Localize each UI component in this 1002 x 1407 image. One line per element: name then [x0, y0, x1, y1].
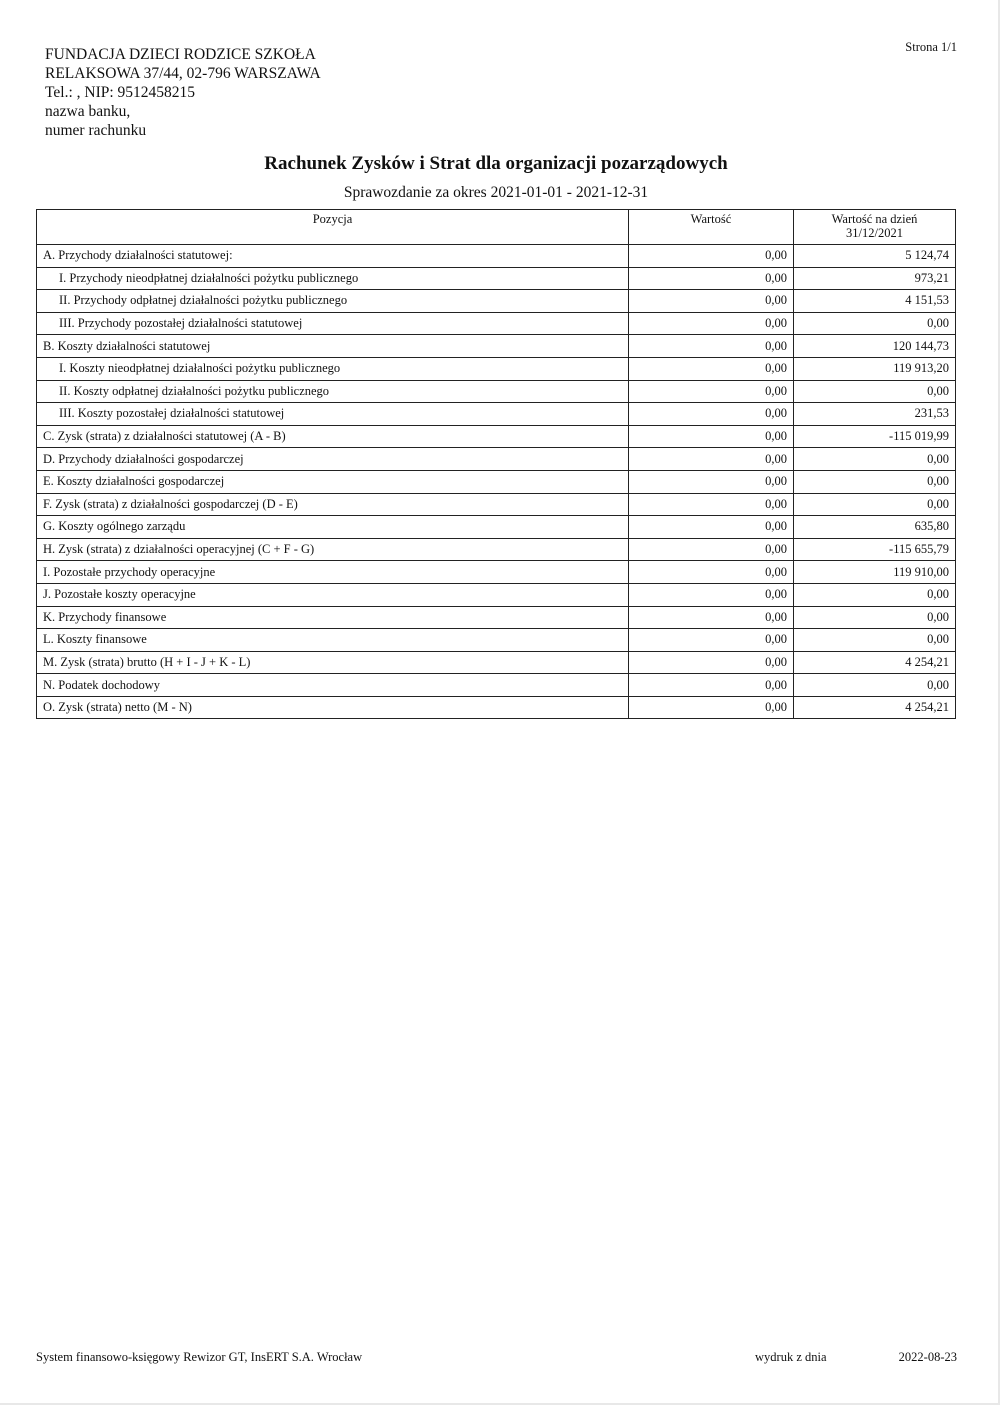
- row-value-at-date: -115 019,99: [794, 425, 956, 448]
- row-value: 0,00: [629, 538, 794, 561]
- row-value-at-date: 973,21: [794, 267, 956, 290]
- row-value: 0,00: [629, 448, 794, 471]
- row-value-at-date: 119 910,00: [794, 561, 956, 584]
- row-position-label: II. Koszty odpłatnej działalności pożytku publicznego: [37, 380, 629, 403]
- table-row: [37, 629, 956, 652]
- row-value-at-date: 0,00: [794, 312, 956, 335]
- row-position-label: E. Koszty działalności gospodarczej: [37, 470, 629, 493]
- table-row: [37, 403, 956, 426]
- footer-printout-label: wydruk z dnia: [755, 1350, 827, 1364]
- row-position-label: F. Zysk (strata) z działalności gospodarczej (D - E): [37, 493, 629, 516]
- table-row: [37, 493, 956, 516]
- table-row: [37, 651, 956, 674]
- row-value-at-date: 0,00: [794, 448, 956, 471]
- table-row: [37, 290, 956, 313]
- footer-printout-date: 2022-08-23: [898, 1350, 957, 1364]
- row-value: 0,00: [629, 335, 794, 358]
- row-value-at-date: 231,53: [794, 403, 956, 426]
- row-value-at-date: 0,00: [794, 470, 956, 493]
- row-value-at-date: 5 124,74: [794, 245, 956, 268]
- column-header-position: Pozycja: [37, 210, 629, 245]
- table-header-row: [37, 210, 956, 245]
- row-value-at-date: 120 144,73: [794, 335, 956, 358]
- table-row: [37, 245, 956, 268]
- row-position-label: M. Zysk (strata) brutto (H + I - J + K - L): [37, 651, 629, 674]
- row-value: 0,00: [629, 674, 794, 697]
- column-header-value-at-date-line2: 31/12/2021: [846, 226, 903, 240]
- row-value: 0,00: [629, 583, 794, 606]
- table-row: [37, 312, 956, 335]
- row-value-at-date: 0,00: [794, 583, 956, 606]
- table-row: [37, 696, 956, 719]
- row-position-label: O. Zysk (strata) netto (M - N): [37, 696, 629, 719]
- row-position-label: G. Koszty ogólnego zarządu: [37, 516, 629, 539]
- row-value-at-date: 0,00: [794, 380, 956, 403]
- organization-header: [45, 45, 321, 140]
- table-row: [37, 674, 956, 697]
- table-row: [37, 583, 956, 606]
- table-body: [37, 245, 956, 719]
- row-position-label: A. Przychody działalności statutowej:: [37, 245, 629, 268]
- table-row: [37, 380, 956, 403]
- table-row: [37, 561, 956, 584]
- org-phone-nip: Tel.: , NIP: 9512458215: [45, 84, 196, 101]
- row-value-at-date: 4 254,21: [794, 696, 956, 719]
- row-value-at-date: 119 913,20: [794, 357, 956, 380]
- row-position-label: K. Przychody finansowe: [37, 606, 629, 629]
- row-position-label: H. Zysk (strata) z działalności operacyjnej (C + F - G): [37, 538, 629, 561]
- row-value: 0,00: [629, 651, 794, 674]
- table-row: [37, 538, 956, 561]
- org-address: RELAKSOWA 37/44, 02-796 WARSZAWA: [45, 65, 321, 82]
- page-number: Strona 1/1: [905, 40, 957, 54]
- row-value: 0,00: [629, 561, 794, 584]
- row-value: 0,00: [629, 696, 794, 719]
- row-value: 0,00: [629, 357, 794, 380]
- row-value: 0,00: [629, 516, 794, 539]
- row-value-at-date: 0,00: [794, 493, 956, 516]
- row-position-label: III. Przychody pozostałej działalności statutowej: [37, 312, 629, 335]
- row-value-at-date: 4 254,21: [794, 651, 956, 674]
- account-number: numer rachunku: [45, 122, 147, 139]
- row-value-at-date: 0,00: [794, 606, 956, 629]
- row-value: 0,00: [629, 493, 794, 516]
- bank-name: nazwa banku,: [45, 103, 131, 120]
- row-position-label: II. Przychody odpłatnej działalności pożytku publicznego: [37, 290, 629, 313]
- column-header-value-at-date: [794, 210, 956, 245]
- row-value: 0,00: [629, 267, 794, 290]
- row-value-at-date: 0,00: [794, 674, 956, 697]
- row-value-at-date: -115 655,79: [794, 538, 956, 561]
- report-period: Sprawozdanie za okres 2021-01-01 - 2021-12-31: [343, 184, 649, 201]
- row-position-label: I. Pozostałe przychody operacyjne: [37, 561, 629, 584]
- table-row: [37, 470, 956, 493]
- org-name: FUNDACJA DZIECI RODZICE SZKOŁA: [45, 46, 316, 63]
- table-row: [37, 357, 956, 380]
- row-value: 0,00: [629, 290, 794, 313]
- row-position-label: J. Pozostałe koszty operacyjne: [37, 583, 629, 606]
- row-value: 0,00: [629, 245, 794, 268]
- table-row: [37, 516, 956, 539]
- row-position-label: N. Podatek dochodowy: [37, 674, 629, 697]
- row-value: 0,00: [629, 629, 794, 652]
- table-row: [37, 606, 956, 629]
- row-position-label: III. Koszty pozostałej działalności statutowej: [37, 403, 629, 426]
- row-position-label: L. Koszty finansowe: [37, 629, 629, 652]
- column-header-value-at-date-line1: Wartość na dzień: [831, 212, 918, 226]
- row-position-label: B. Koszty działalności statutowej: [37, 335, 629, 358]
- row-value: 0,00: [629, 606, 794, 629]
- row-position-label: C. Zysk (strata) z działalności statutowej (A - B): [37, 425, 629, 448]
- row-value: 0,00: [629, 380, 794, 403]
- row-value: 0,00: [629, 312, 794, 335]
- column-header-value: Wartość: [629, 210, 794, 245]
- row-value: 0,00: [629, 470, 794, 493]
- row-position-label: I. Koszty nieodpłatnej działalności pożytku publicznego: [37, 357, 629, 380]
- table-row: [37, 425, 956, 448]
- row-position-label: I. Przychody nieodpłatnej działalności pożytku publicznego: [37, 267, 629, 290]
- row-value: 0,00: [629, 403, 794, 426]
- row-value-at-date: 0,00: [794, 629, 956, 652]
- report-title: Rachunek Zysków i Strat dla organizacji pozarządowych: [264, 153, 728, 174]
- table-row: [37, 267, 956, 290]
- row-value-at-date: 4 151,53: [794, 290, 956, 313]
- row-position-label: D. Przychody działalności gospodarczej: [37, 448, 629, 471]
- table-row: [37, 335, 956, 358]
- row-value: 0,00: [629, 425, 794, 448]
- footer-system: System finansowo-księgowy Rewizor GT, InsERT S.A. Wrocław: [36, 1350, 363, 1364]
- income-statement-table: [36, 209, 956, 719]
- table-row: [37, 448, 956, 471]
- row-value-at-date: 635,80: [794, 516, 956, 539]
